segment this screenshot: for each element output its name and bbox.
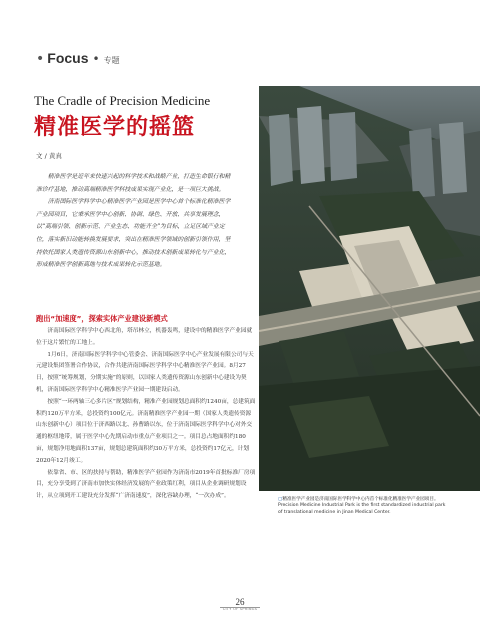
subhead-part1: “加速度”，探索实体 — [50, 314, 118, 323]
photo-caption — [278, 497, 448, 516]
abstract — [36, 171, 236, 272]
section-bullet: • — [36, 51, 45, 67]
abstract-paragraph: 济南国际医学科学中心精准医学产业园是医学中心首个标准化精准医学产业园项目，它秉承医学中心创新、协调、绿色、开放、共享发展理念，以“高端引领、创新示范、产业生态、功能齐全”为目标，立足区域产业定位，落实新旧动能转换发展要求，突出在精准医学领域的创新引领作用，坚持依托国家人类遗传资源山东创新中心，推动技术创新成果转化与产业化，形成精准医学创新高地与技术成果转化示范基地。 — [36, 199, 231, 269]
body-paragraph: 依靠省、市、区的扶持与帮助，精准医学产业园作为济南市2019年首批标准厂房项目，充分享受到了济南市加快实体经济发展的产业政策红利，项目从企业调研规划设计，从立项到开工建设充分发挥“广济南速度”，深化容缺办理，“一次办成”。 — [36, 469, 256, 500]
article-body — [36, 326, 256, 503]
caption-english: Precision Medicine Industrial Park is the first standardized industrial park of translational medicine in Jinan Medical Center. — [278, 503, 446, 515]
subhead-mid: 产业 — [117, 314, 132, 323]
section-sub: 专题 — [103, 56, 120, 65]
body-paragraph: 1月6日，济南国际医学科学中心管委会、济南国际医学中心产业发展有限公司与天元建设集团签署合作协议，合作共建济南国际医学科学中心精准医学产业园。8月27日，按照“统筹规划，分期实施”的原则，以国家人类遗传资源山东创新中心建设为契机，济南国际医学科学中心精准医学产业园一期建设启动。 — [36, 351, 254, 393]
folio-rule — [220, 607, 260, 608]
body-paragraph: 济南国际医学科学中心西北角，塔吊林立，机器轰鸣，建设中的精准医学产业园就位于这片繁忙的工地上。 — [36, 328, 253, 346]
body-paragraph: 按照“一环两轴三心多片区”规划结构，精准产业园规划总面积约1240亩，总建筑面积约120万平方米，总投资约100亿元。济南精准医学产业园一期（国家人类遗传资源山东创新中心）项目位于济西路以北、孙曹路以东，位于济南国际医学科学中心对外交通的枢纽地带，属于医学中心先期启动市重点产业项目之一。项目总占地面积约180亩，规划净用地面积137亩，规划总建筑面积约30万平方米，总投资约17亿元，计划2020年12月竣工。 — [36, 398, 256, 464]
subhead-suffix: 新模式 — [146, 314, 168, 323]
aerial-park-photo — [259, 86, 480, 491]
chinese-title: 精准医学的摇篮 — [34, 114, 196, 140]
page-folio — [220, 597, 260, 611]
section-dot: • — [92, 52, 100, 66]
caption-chinese: 精准医学产业园是济南国际医学科学中心内首个标准化精准医学产业园项目。 — [282, 497, 439, 502]
caption-marker-icon: ▢ — [278, 497, 283, 502]
english-title: The Cradle of Precision Medicine — [34, 93, 211, 108]
page-number: 26 — [235, 597, 245, 607]
author-byline: 文 / 黄真 — [36, 152, 62, 160]
section-focus: Focus — [47, 50, 89, 66]
magazine-name: CITY OF SPRINGS — [222, 607, 258, 611]
section-tag — [36, 50, 120, 67]
subhead-prefix: 跑出 — [36, 314, 51, 323]
subhead-part2: 建设 — [131, 314, 147, 323]
abstract-paragraph: 精准医学是近年来快速兴起的科学技术和战略产业，打造生命银行和精准诊疗基地，推动高端精准医学科技成果实现产业化，是一项巨大挑战。 — [36, 174, 231, 193]
section-subheading — [36, 314, 168, 324]
